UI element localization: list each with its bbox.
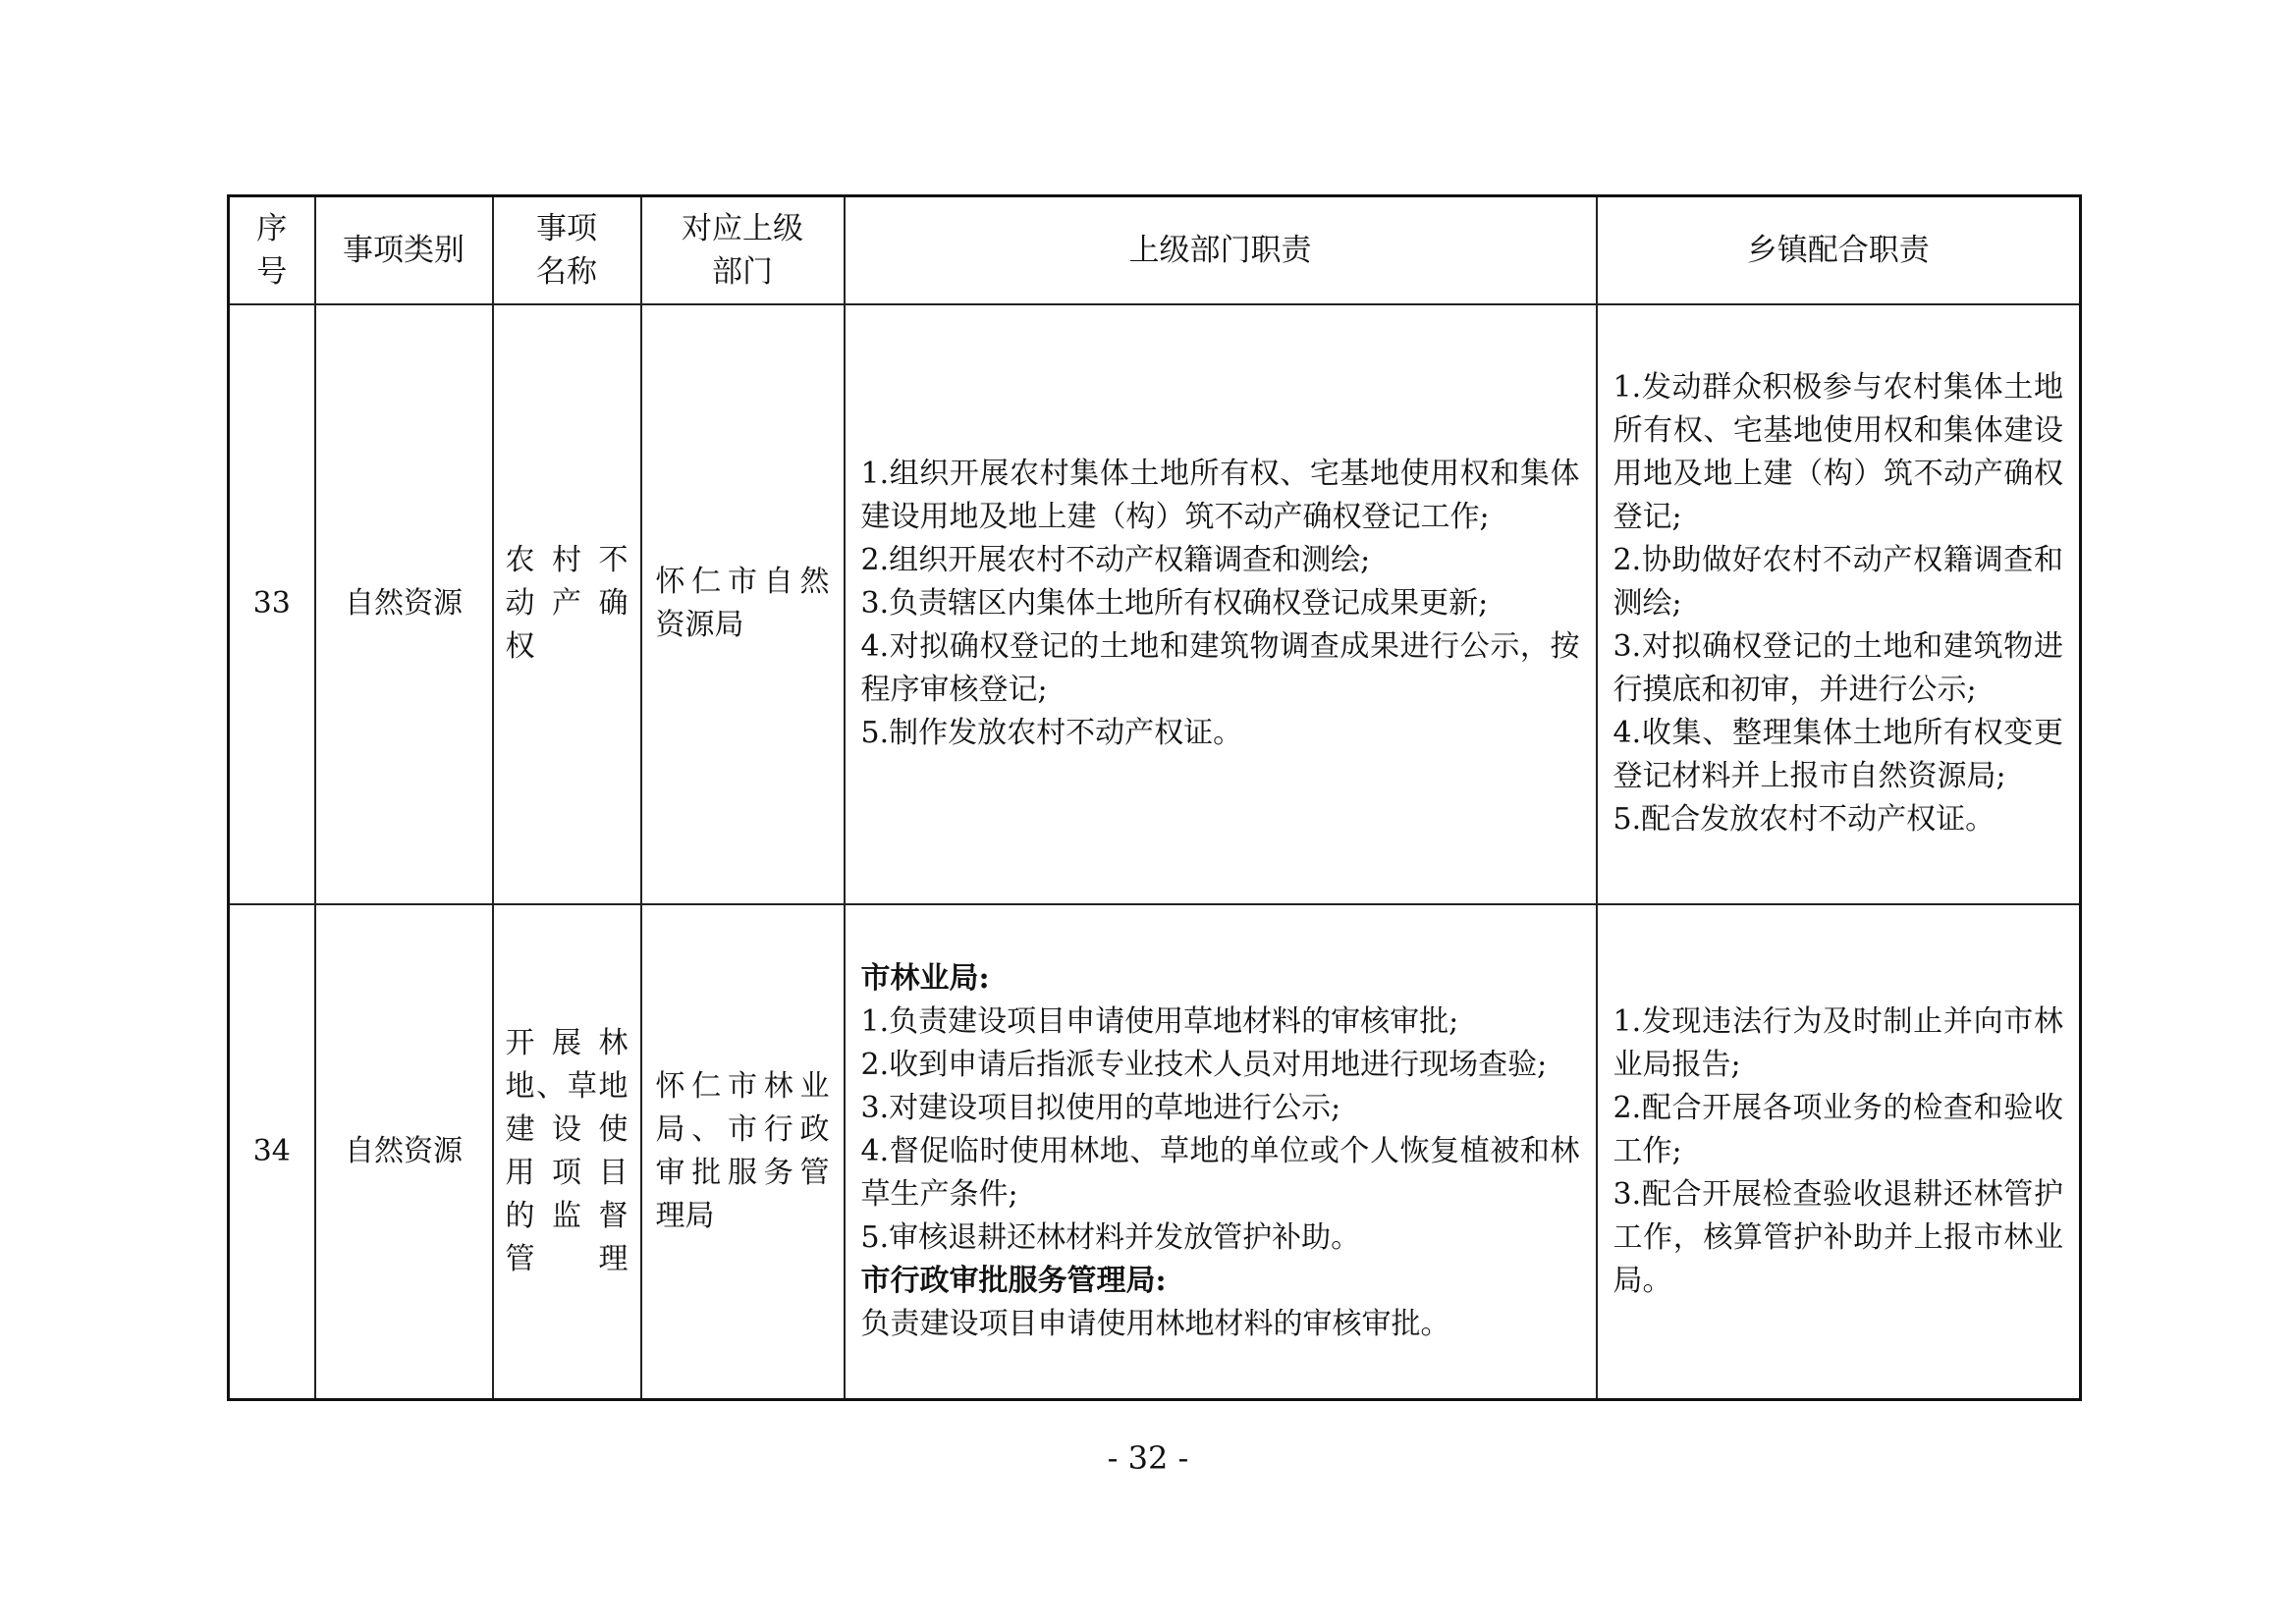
- header-upper-duty: 上级部门职责: [845, 196, 1597, 304]
- town-duty-item: 2.配合开展各项业务的检查和验收工作;: [1613, 1090, 2063, 1168]
- town-duty-item: 3.配合开展检查验收退耕还林管护工作，核算管护补助并上报市林业局。: [1613, 1176, 2063, 1298]
- duty-table: [227, 194, 2082, 1401]
- town-duty-item: 1.发动群众积极参与农村集体土地所有权、宅基地使用权和集体建设用地及地上建（构）筑不动产确权登记;: [1613, 370, 2063, 534]
- item-name-line: 开展林: [505, 1025, 629, 1060]
- table-row: [229, 904, 2081, 1400]
- duty-item: 4.督促临时使用林地、草地的单位或个人恢复植被和林草生产条件;: [860, 1133, 1580, 1212]
- town-duty-item: 4.收集、整理集体土地所有权变更登记材料并上报市自然资源局;: [1613, 716, 2063, 793]
- duty-item: 3.对建设项目拟使用的草地进行公示;: [860, 1090, 1341, 1125]
- duty-item: 2.组织开展农村不动产权籍调查和测绘;: [860, 543, 1371, 577]
- row-upper-duty: [845, 904, 1597, 1400]
- duty-subheading: 市行政审批服务管理局:: [860, 1263, 1167, 1298]
- row-dept: 怀仁市自然资源局: [641, 304, 845, 904]
- duty-item: 4.对拟确权登记的土地和建筑物调查成果进行公示，按程序审核登记;: [860, 629, 1580, 707]
- item-name-line: 农村不: [505, 543, 629, 577]
- item-name-line: 用项目: [505, 1155, 629, 1190]
- row-category: 自然资源: [315, 904, 493, 1400]
- item-name-line: 的监督: [505, 1198, 629, 1233]
- row-item-name: [493, 304, 641, 904]
- table-row: [229, 304, 2081, 904]
- town-duty-item: 2.协助做好农村不动产权籍调查和测绘;: [1613, 543, 2063, 621]
- item-name-line: 建设使: [505, 1111, 629, 1147]
- duty-item: 2.收到申请后指派专业技术人员对用地进行现场查验;: [860, 1047, 1548, 1082]
- header-item-name: 事项名称: [493, 196, 641, 304]
- header-dept: 对应上级部门: [641, 196, 845, 304]
- duty-item: 5.制作发放农村不动产权证。: [860, 716, 1243, 750]
- row-seq: 34: [229, 904, 315, 1400]
- town-duty-item: 3.对拟确权登记的土地和建筑物进行摸底和初审，并进行公示;: [1613, 629, 2063, 707]
- item-name-line: 权: [505, 629, 535, 664]
- town-duty-item: 1.发现违法行为及时制止并向市林业局报告;: [1613, 1003, 2063, 1082]
- row-upper-duty: [845, 304, 1597, 904]
- row-category: 自然资源: [315, 304, 493, 904]
- duty-item: 1.组织开展农村集体土地所有权、宅基地使用权和集体建设用地及地上建（构）筑不动产确权登记工作;: [860, 457, 1580, 534]
- duty-item: 1.负责建设项目申请使用草地材料的审核审批;: [860, 1003, 1459, 1039]
- header-town-duty: 乡镇配合职责: [1597, 196, 2081, 304]
- table-header-row: [229, 196, 2081, 304]
- item-name-line: 管理: [505, 1241, 629, 1276]
- row-seq: 33: [229, 304, 315, 904]
- header-seq: 序号: [229, 196, 315, 304]
- duty-item: 5.审核退耕还林材料并发放管护补助。: [860, 1219, 1361, 1255]
- duty-item: 3.负责辖区内集体土地所有权确权登记成果更新;: [860, 586, 1489, 621]
- item-name-line: 地、草地: [505, 1068, 629, 1104]
- item-name-line: 动产确: [505, 586, 629, 621]
- duty-item: 负责建设项目申请使用林地材料的审核审批。: [860, 1306, 1450, 1341]
- row-town-duty: [1597, 304, 2081, 904]
- row-item-name: [493, 904, 641, 1400]
- town-duty-item: 5.配合发放农村不动产权证。: [1613, 802, 1995, 837]
- header-category: 事项类别: [315, 196, 493, 304]
- duty-subheading: 市林业局:: [860, 960, 990, 996]
- page-number: - 32 -: [1107, 1439, 1189, 1477]
- row-town-duty: [1597, 904, 2081, 1400]
- row-dept: 怀仁市林业局、市行政审批服务管理局: [641, 904, 845, 1400]
